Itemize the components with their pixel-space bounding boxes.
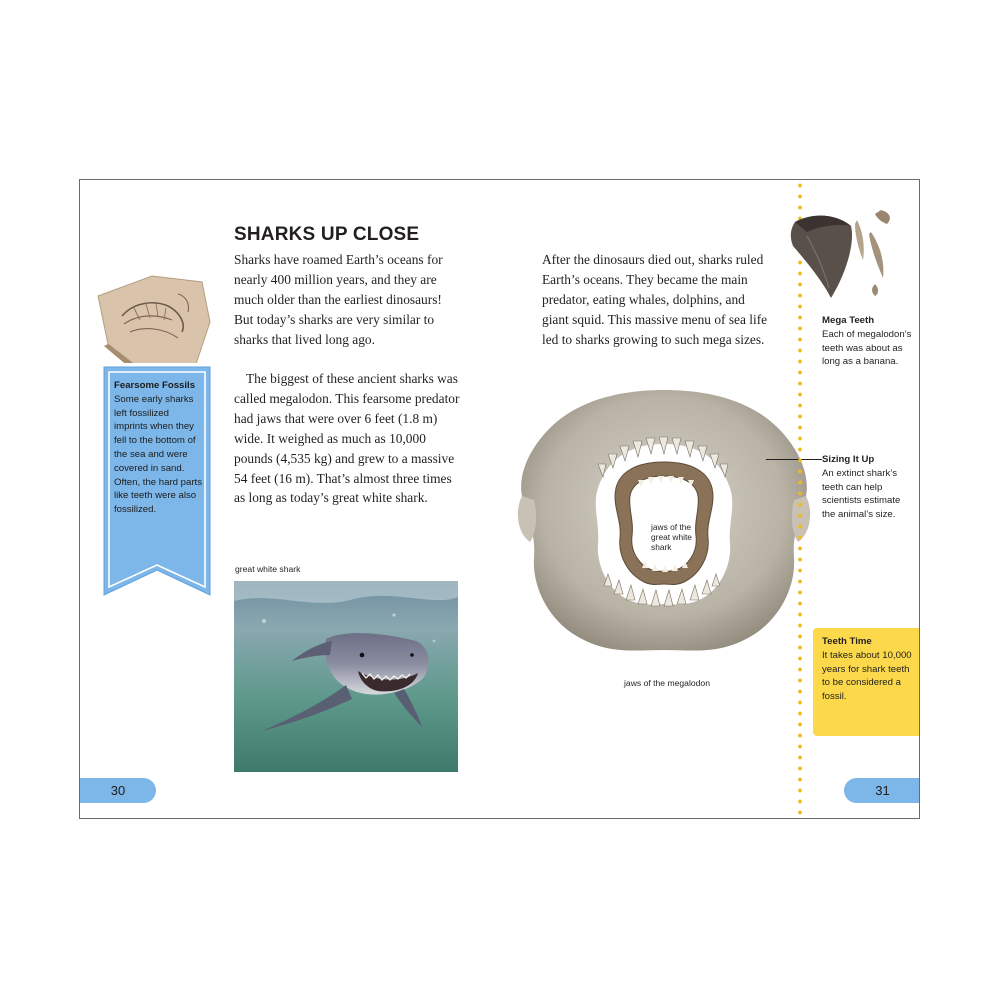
teeth-time-text: It takes about 10,000 years for shark teeth to be considered a fossil. [822, 649, 912, 703]
page-title: SHARKS UP CLOSE [234, 224, 420, 245]
sizing-it-up-sidebar [822, 453, 912, 522]
fossil-imprint-photo [94, 274, 212, 372]
sizing-it-up-title: Sizing It Up [822, 454, 875, 465]
sidebar-title: Fearsome Fossils [114, 380, 196, 391]
callout-leader-line [766, 459, 822, 460]
body-paragraph-2 [234, 369, 464, 508]
fearsome-fossils-sidebar [100, 363, 214, 601]
body-paragraph-2-text: The biggest of these ancient sharks was called megalodon. This fearsome predator had jaws that were over 6 feet (1.8 m) wide. It weighed as much as 10,000 pounds (4,535 kg) and grew to a massive 54 feet (16 m). That’s almost three times as long as today’s great white shark. [234, 371, 460, 506]
page-number-left [80, 778, 156, 803]
mega-teeth-sidebar [822, 314, 912, 369]
teeth-time-title: Teeth Time [822, 636, 872, 647]
photo-caption: great white shark [235, 564, 301, 574]
megalodon-teeth-photo [785, 202, 905, 302]
body-paragraph-1: Sharks have roamed Earth’s oceans for nearly 400 million years, and they are much older than the earliest dinosaurs! But today’s sharks are very similar to sharks that lived long ago. [234, 252, 443, 347]
sizing-it-up-text: An extinct shark’s teeth can help scientists estimate the animal’s size. [822, 467, 901, 521]
teeth-time-sidebar [822, 635, 912, 704]
mega-teeth-title: Mega Teeth [822, 315, 875, 326]
body-paragraph-3: After the dinosaurs died out, sharks ruled Earth’s oceans. They became the main predator, eating whales, dolphins, and giant squid. This massive menu of sea life led to sharks growing to such mega sizes. [542, 252, 768, 347]
book-spread [79, 179, 920, 819]
inner-jaws-caption: jaws of the great white shark [651, 522, 692, 552]
great-white-shark-photo [234, 581, 458, 772]
mega-teeth-text: Each of megalodon’s teeth was about as long as a banana. [822, 328, 912, 368]
page-number-right-text: 31 [875, 783, 890, 798]
sidebar-text: Some early sharks left fossilized imprints when they fell to the bottom of the sea and were covered in sand. Often, the hard parts like teeth were also fossilized. [114, 393, 202, 516]
megalodon-jaws-caption: jaws of the megalodon [624, 678, 710, 688]
page-number-right [844, 778, 920, 803]
page-number-left-text: 30 [110, 783, 126, 798]
